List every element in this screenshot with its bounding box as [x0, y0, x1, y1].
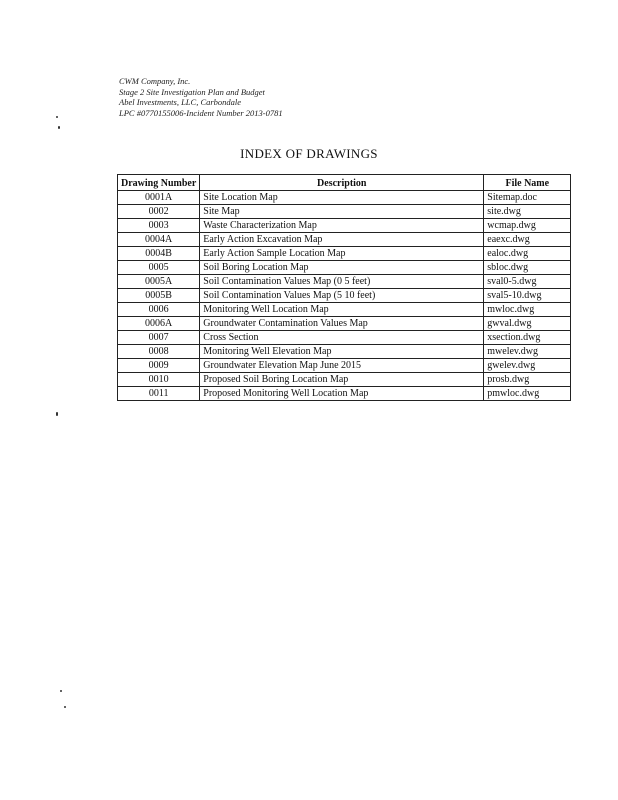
- description-cell: Site Location Map: [200, 191, 484, 205]
- file-name-cell: mwloc.dwg: [484, 303, 571, 317]
- drawing-number-cell: 0004B: [118, 247, 200, 261]
- drawings-table: [117, 174, 571, 401]
- table-row: [118, 233, 571, 247]
- scan-speck: [56, 412, 58, 416]
- description-cell: Waste Characterization Map: [200, 219, 484, 233]
- scan-speck: [64, 706, 66, 708]
- file-name-cell: mwelev.dwg: [484, 345, 571, 359]
- drawing-number-cell: 0005A: [118, 275, 200, 289]
- drawing-number-cell: 0005B: [118, 289, 200, 303]
- table-row: [118, 303, 571, 317]
- description-cell: Groundwater Contamination Values Map: [200, 317, 484, 331]
- table-row: [118, 359, 571, 373]
- file-name-cell: gwelev.dwg: [484, 359, 571, 373]
- description-cell: Monitoring Well Elevation Map: [200, 345, 484, 359]
- header-project: Stage 2 Site Investigation Plan and Budget: [119, 86, 265, 97]
- scan-speck: [58, 126, 60, 129]
- table-header-row: [118, 175, 571, 191]
- drawing-number-cell: 0003: [118, 219, 200, 233]
- description-cell: Soil Contamination Values Map (5 10 feet): [200, 289, 484, 303]
- drawing-number-cell: 0001A: [118, 191, 200, 205]
- file-name-cell: eaexc.dwg: [484, 233, 571, 247]
- drawing-number-cell: 0009: [118, 359, 200, 373]
- table-row: [118, 373, 571, 387]
- description-cell: Monitoring Well Location Map: [200, 303, 484, 317]
- file-name-cell: pmwloc.dwg: [484, 387, 571, 401]
- description-cell: Groundwater Elevation Map June 2015: [200, 359, 484, 373]
- header-company: CWM Company, Inc.: [119, 76, 191, 86]
- table-row: [118, 345, 571, 359]
- description-cell: Early Action Excavation Map: [200, 233, 484, 247]
- table-row: [118, 205, 571, 219]
- description-cell: Proposed Monitoring Well Location Map: [200, 387, 484, 401]
- drawing-number-cell: 0006: [118, 303, 200, 317]
- table-row: [118, 331, 571, 345]
- drawing-number-cell: 0006A: [118, 317, 200, 331]
- description-cell: Site Map: [200, 205, 484, 219]
- description-cell: Cross Section: [200, 331, 484, 345]
- document-header: [119, 76, 283, 118]
- header-client: Abel Investments, LLC, Carbondale: [119, 97, 242, 107]
- drawing-number-cell: 0002: [118, 205, 200, 219]
- table-row: [118, 289, 571, 303]
- scan-speck: [60, 690, 62, 692]
- drawing-number-cell: 0005: [118, 261, 200, 275]
- description-cell: Early Action Sample Location Map: [200, 247, 484, 261]
- description-cell: Soil Boring Location Map: [200, 261, 484, 275]
- file-name-cell: sval0-5.dwg: [484, 275, 571, 289]
- drawing-number-cell: 0008: [118, 345, 200, 359]
- scan-speck: [56, 116, 58, 118]
- file-name-cell: sval5-10.dwg: [484, 289, 571, 303]
- file-name-cell: wcmap.dwg: [484, 219, 571, 233]
- column-header-file: File Name: [484, 175, 571, 191]
- file-name-cell: sbloc.dwg: [484, 261, 571, 275]
- file-name-cell: xsection.dwg: [484, 331, 571, 345]
- table-row: [118, 387, 571, 401]
- column-header-description: Description: [200, 175, 484, 191]
- table-row: [118, 261, 571, 275]
- drawing-number-cell: 0007: [118, 331, 200, 345]
- description-cell: Proposed Soil Boring Location Map: [200, 373, 484, 387]
- header-incident: LPC #0770155006-Incident Number 2013-0781: [119, 107, 283, 118]
- table-row: [118, 247, 571, 261]
- table-row: [118, 275, 571, 289]
- table-row: [118, 219, 571, 233]
- table-body: [118, 191, 571, 401]
- file-name-cell: Sitemap.doc: [484, 191, 571, 205]
- column-header-number: Drawing Number: [118, 175, 200, 191]
- table-row: [118, 191, 571, 205]
- table-row: [118, 317, 571, 331]
- description-cell: Soil Contamination Values Map (0 5 feet): [200, 275, 484, 289]
- drawing-number-cell: 0011: [118, 387, 200, 401]
- file-name-cell: gwval.dwg: [484, 317, 571, 331]
- page-title: INDEX OF DRAWINGS: [240, 146, 378, 161]
- file-name-cell: prosb.dwg: [484, 373, 571, 387]
- file-name-cell: site.dwg: [484, 205, 571, 219]
- drawing-number-cell: 0010: [118, 373, 200, 387]
- drawing-number-cell: 0004A: [118, 233, 200, 247]
- file-name-cell: ealoc.dwg: [484, 247, 571, 261]
